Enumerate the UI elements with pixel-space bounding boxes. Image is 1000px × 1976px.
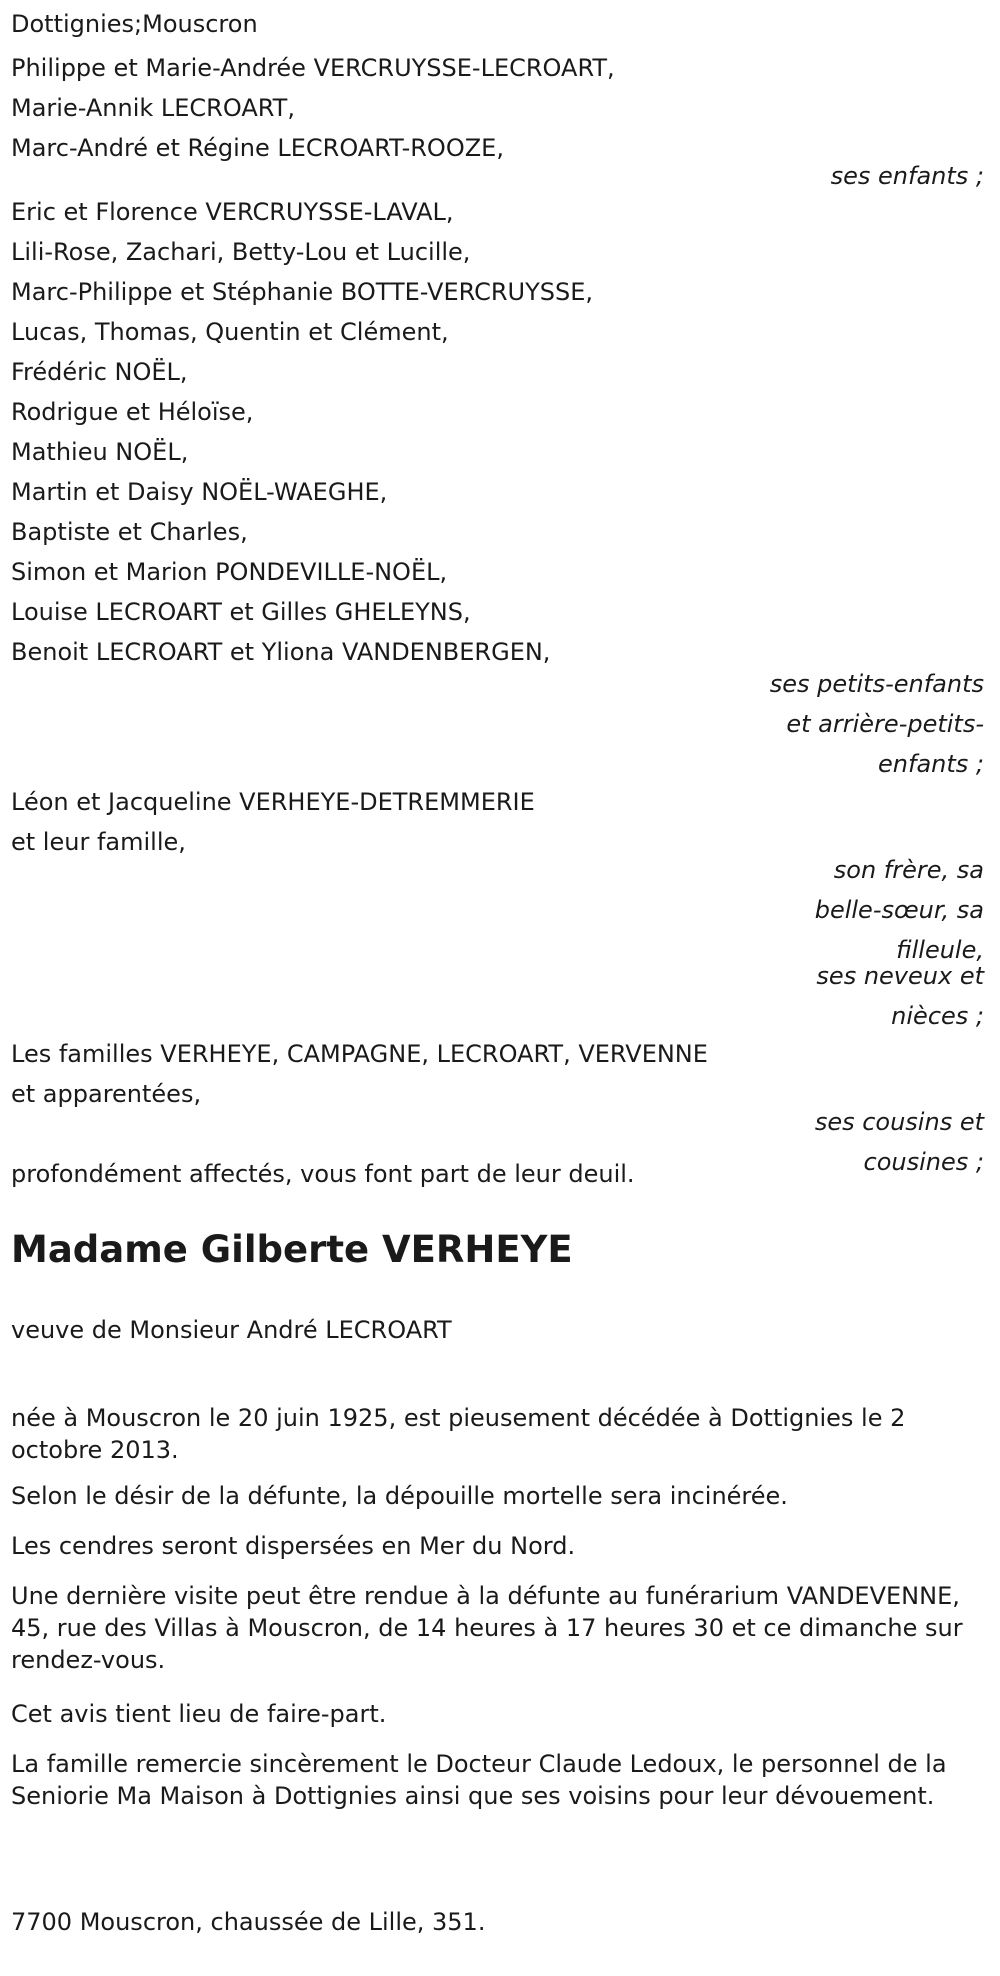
relation-nephews-1: ses neveux et xyxy=(816,962,984,990)
paragraph-birth-death: née à Mouscron le 20 juin 1925, est pieusement décédée à Dottignies le 2 octobre 2013. xyxy=(11,1404,906,1464)
family-line: Mathieu NOËL, xyxy=(11,438,189,466)
family-line: Louise LECROART et Gilles GHELEYNS, xyxy=(11,598,471,626)
family-line: Lili-Rose, Zachari, Betty-Lou et Lucille, xyxy=(11,238,471,266)
family-line: Lucas, Thomas, Quentin et Clément, xyxy=(11,318,449,346)
paragraph-ashes: Les cendres seront dispersées en Mer du Nord. xyxy=(11,1532,576,1560)
family-line: Frédéric NOËL, xyxy=(11,358,188,386)
family-line: Rodrigue et Héloïse, xyxy=(11,398,254,426)
family-line: Marie-Annik LECROART, xyxy=(11,94,295,122)
family-line: Marc-André et Régine LECROART-ROOZE, xyxy=(11,134,504,162)
paragraph-notice: Cet avis tient lieu de faire-part. xyxy=(11,1700,387,1728)
relation-grandchildren-1: ses petits-enfants xyxy=(769,670,984,698)
family-line: Léon et Jacqueline VERHEYE-DETREMMERIE xyxy=(11,788,535,816)
family-line: et leur famille, xyxy=(11,828,186,856)
relation-sibling-2: belle-sœur, sa xyxy=(814,896,984,924)
relation-nephews-2: nièces ; xyxy=(891,1002,984,1030)
relation-sibling-3: filleule, xyxy=(896,936,984,964)
closing-family-line: profondément affectés, vous font part de leur deuil. xyxy=(11,1160,635,1188)
relation-grandchildren-2: et arrière-petits- xyxy=(786,710,984,738)
relation-grandchildren-3: enfants ; xyxy=(878,750,984,778)
relation-cousins-1: ses cousins et xyxy=(814,1108,984,1136)
family-line: et apparentées, xyxy=(11,1080,202,1108)
relation-sibling-1: son frère, sa xyxy=(833,856,984,884)
paragraph-cremation: Selon le désir de la défunte, la dépouille mortelle sera incinérée. xyxy=(11,1482,788,1510)
family-line: Martin et Daisy NOËL-WAEGHE, xyxy=(11,478,388,506)
family-line: Simon et Marion PONDEVILLE-NOËL, xyxy=(11,558,448,586)
family-line: Les familles VERHEYE, CAMPAGNE, LECROART, VERVENNE xyxy=(11,1040,708,1068)
family-line: Marc-Philippe et Stéphanie BOTTE-VERCRUYSSE, xyxy=(11,278,594,306)
family-line: Baptiste et Charles, xyxy=(11,518,248,546)
address-line: 7700 Mouscron, chaussée de Lille, 351. xyxy=(11,1908,486,1936)
family-line: Eric et Florence VERCRUYSSE-LAVAL, xyxy=(11,198,454,226)
spouse-line: veuve de Monsieur André LECROART xyxy=(11,1316,452,1344)
paragraph-visit: Une dernière visite peut être rendue à la défunte au funérarium VANDEVENNE, 45, rue des Villas à Mouscron, de 14 heures à 17 heures 30 et ce dimanche sur rendez-vous. xyxy=(11,1582,963,1674)
relation-cousins-2: cousines ; xyxy=(863,1148,984,1176)
relation-children: ses enfants ; xyxy=(830,162,984,190)
deceased-name: Madame Gilberte VERHEYE xyxy=(11,1228,573,1271)
paragraph-thanks: La famille remercie sincèrement le Docteur Claude Ledoux, le personnel de la Seniorie Ma Maison à Dottignies ainsi que ses voisins pour leur dévouement. xyxy=(11,1750,947,1810)
family-line: Philippe et Marie-Andrée VERCRUYSSE-LECROART, xyxy=(11,54,615,82)
location-header: Dottignies;Mouscron xyxy=(11,10,258,38)
family-line: Benoit LECROART et Yliona VANDENBERGEN, xyxy=(11,638,551,666)
